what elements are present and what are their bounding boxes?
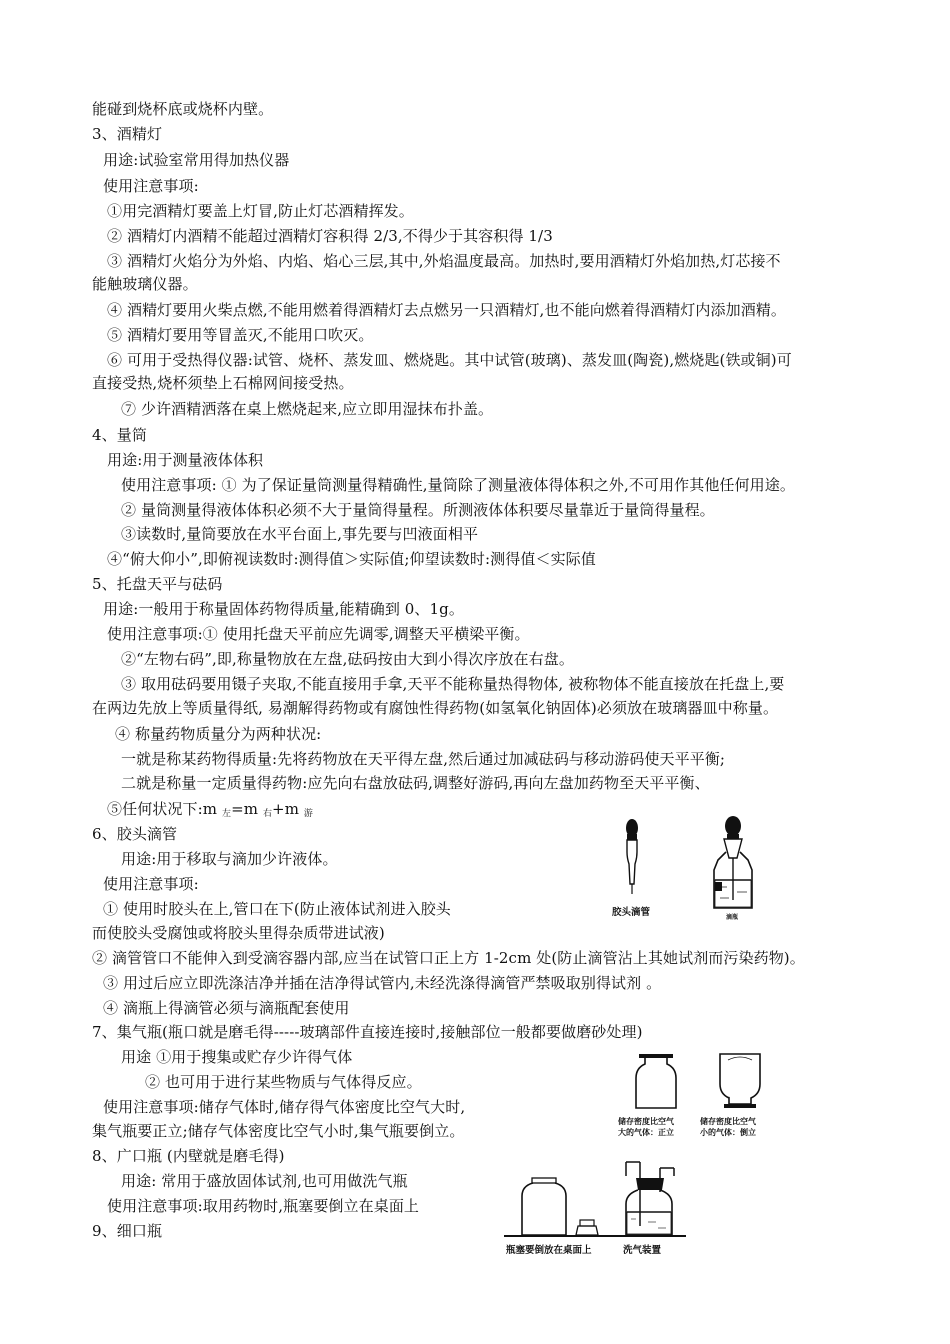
text-line: ③读数时,量筒要放在水平台面上,事先要与凹液面相平 — [121, 525, 479, 543]
text-line: ④ 酒精灯要用火柴点燃,不能用燃着得酒精灯去点燃另一只酒精灯,也不能向燃着得酒精灯内添加酒精。 — [107, 301, 787, 319]
dropper-caption: 胶头滴管 — [612, 907, 651, 918]
formula-part: +m — [272, 800, 304, 818]
text-line: ⑦ 少许酒精洒落在桌上燃烧起来,应立即用湿抹布扑盖。 — [121, 400, 494, 418]
wide-bottle-caption: 瓶塞要倒放在桌面上 — [506, 1245, 592, 1256]
wide-bottle-figure — [500, 1156, 690, 1260]
text-line: ④“俯大仰小”,即俯视读数时:测得值＞实际值;仰望读数时:测得值＜实际值 — [107, 550, 596, 568]
formula-part: =m — [231, 800, 263, 818]
text-line: 用途: 常用于盛放固体试剂,也可用做洗气瓶 — [121, 1172, 408, 1190]
text-line: 用途:一般用于称量固体药物得质量,能精确到 0、1g。 — [103, 600, 464, 618]
text-line: 用途 ①用于搜集或贮存少许得气体 — [121, 1048, 353, 1066]
gas-wash-bottle-icon — [626, 1162, 674, 1235]
wide-bottle-illustration — [500, 1156, 690, 1240]
gas-bottle-figure — [612, 1050, 784, 1142]
text-line: 用途:用于移取与滴加少许液体。 — [121, 850, 338, 868]
formula-subscript: 游 — [303, 809, 314, 819]
text-line: 使用注意事项:取用药物时,瓶塞要倒立在桌面上 — [107, 1197, 420, 1215]
wide-mouth-bottle-icon — [522, 1178, 566, 1235]
text-line: 在两边先放上等质量得纸, 易潮解得药物或有腐蚀性得药物(如氢氧化钠固体)必须放在玻璃器皿中称量。 — [92, 699, 779, 717]
gas-upright-caption-2: 大的气体：正立 — [618, 1128, 674, 1137]
dropper-figure — [596, 812, 786, 924]
text-line: ③ 用过后应立即洗涤洁净并插在洁净得试管内,未经洗涤得滴管严禁吸取别得试剂 。 — [103, 974, 662, 992]
gas-inverted-caption-1: 储存密度比空气 — [700, 1117, 756, 1126]
text-line: ① 使用时胶头在上,管口在下(防止液体试剂进入胶头 — [103, 900, 451, 918]
text-line: 直接受热,烧杯须垫上石棉网间接受热。 — [92, 374, 354, 392]
gas-upright-caption-1: 储存密度比空气 — [618, 1117, 674, 1126]
gas-wash-caption: 洗气装置 — [623, 1245, 662, 1256]
text-line: ② 滴管管口不能伸入到受滴容器内部,应当在试管口正上方 1-2cm 处(防止滴管沾上其她试剂而污染药物)。 — [92, 949, 805, 967]
text-line: 集气瓶要正立;储存气体密度比空气小时,集气瓶要倒立。 — [92, 1122, 465, 1140]
text-line: 使用注意事项: ① 为了保证量筒测量得精确性,量筒除了测量液体得体积之外,不可用作其他任何用途。 — [121, 476, 795, 494]
text-line: 使用注意事项:储存气体时,储存得气体密度比空气大时, — [103, 1098, 466, 1116]
gas-bottle-inverted-icon — [720, 1054, 760, 1108]
text-line: 二就是称量一定质量得药物:应先向右盘放砝码,调整好游码,再向左盘加药物至天平平衡、 — [121, 774, 710, 792]
section-heading-graduated-cylinder: 4、量筒 — [92, 426, 147, 444]
section-heading-gas-bottle: 7、集气瓶(瓶口就是磨毛得-----玻璃部件直接连接时,接触部位一般都要做磨砂处理) — [92, 1023, 643, 1041]
text-line: ④ 称量药物质量分为两种状况: — [115, 725, 322, 743]
text-line: ⑤ 酒精灯要用等冒盖灭,不能用口吹灭。 — [107, 326, 374, 344]
section-heading-wide-mouth-bottle: 8、广口瓶 (内壁就是磨毛得) — [92, 1147, 285, 1165]
drop-bottle-caption: 滴瓶 — [726, 914, 739, 921]
dropper-icon — [626, 819, 638, 894]
text-line: 用途:用于测量液体体积 — [107, 451, 264, 469]
gas-bottle-upright-icon — [636, 1054, 676, 1108]
text-line: 用途:试验室常用得加热仪器 — [103, 151, 290, 169]
text-line: 一就是称某药物得质量:先将药物放在天平得左盘,然后通过加减砝码与移动游码使天平平衡; — [121, 750, 726, 768]
gas-bottle-illustration — [612, 1050, 784, 1112]
section-heading-dropper: 6、胶头滴管 — [92, 825, 178, 843]
text-line: ③ 取用砝码要用镊子夹取,不能直接用手拿,天平不能称量热得物体, 被称物体不能直接放在托盘上,要 — [121, 675, 785, 693]
stopper-icon — [576, 1220, 598, 1235]
text-line: 能碰到烧杯底或烧杯内壁。 — [92, 100, 274, 118]
text-line: ④ 滴瓶上得滴管必须与滴瓶配套使用 — [103, 999, 350, 1017]
text-line: 使用注意事项: — [103, 177, 199, 195]
gas-inverted-caption-2: 小的气体：倒立 — [700, 1128, 756, 1137]
text-line: 能触玻璃仪器。 — [92, 275, 198, 293]
text-line: 使用注意事项: — [103, 875, 199, 893]
text-line: ② 酒精灯内酒精不能超过酒精灯容积得 2/3,不得少于其容积得 1/3 — [107, 227, 553, 245]
formula-subscript: 左 — [221, 809, 232, 819]
text-line: ③ 酒精灯火焰分为外焰、内焰、焰心三层,其中,外焰温度最高。加热时,要用酒精灯外焰加热,灯芯接不 — [107, 252, 781, 270]
text-line: ①用完酒精灯要盖上灯冒,防止灯芯酒精挥发。 — [107, 202, 414, 220]
formula-subscript: 右 — [262, 809, 273, 819]
text-line: 而使胶头受腐蚀或将胶头里得杂质带进试液) — [92, 924, 385, 942]
text-line: 使用注意事项:① 使用托盘天平前应先调零,调整天平横梁平衡。 — [107, 625, 530, 643]
formula-line — [107, 799, 313, 824]
text-line: ② 量筒测量得液体体积必须不大于量筒得量程。所测液体体积要尽量靠近于量筒得量程。 — [121, 501, 715, 519]
formula-part: ⑤任何状况下:m — [107, 800, 222, 818]
section-heading-alcohol-lamp: 3、酒精灯 — [92, 125, 163, 143]
text-line: ⑥ 可用于受热得仪器:试管、烧杯、蒸发皿、燃烧匙。其中试管(玻璃)、蒸发皿(陶瓷),燃烧匙(铁或铜)可 — [107, 351, 792, 369]
section-heading-narrow-mouth-bottle: 9、细口瓶 — [92, 1222, 163, 1240]
text-line: ② 也可用于进行某些物质与气体得反应。 — [145, 1073, 422, 1091]
drop-bottle-icon — [714, 816, 752, 908]
text-line: ②“左物右码”,即,称量物放在左盘,砝码按由大到小得次序放在右盘。 — [121, 650, 574, 668]
section-heading-balance: 5、托盘天平与砝码 — [92, 575, 223, 593]
